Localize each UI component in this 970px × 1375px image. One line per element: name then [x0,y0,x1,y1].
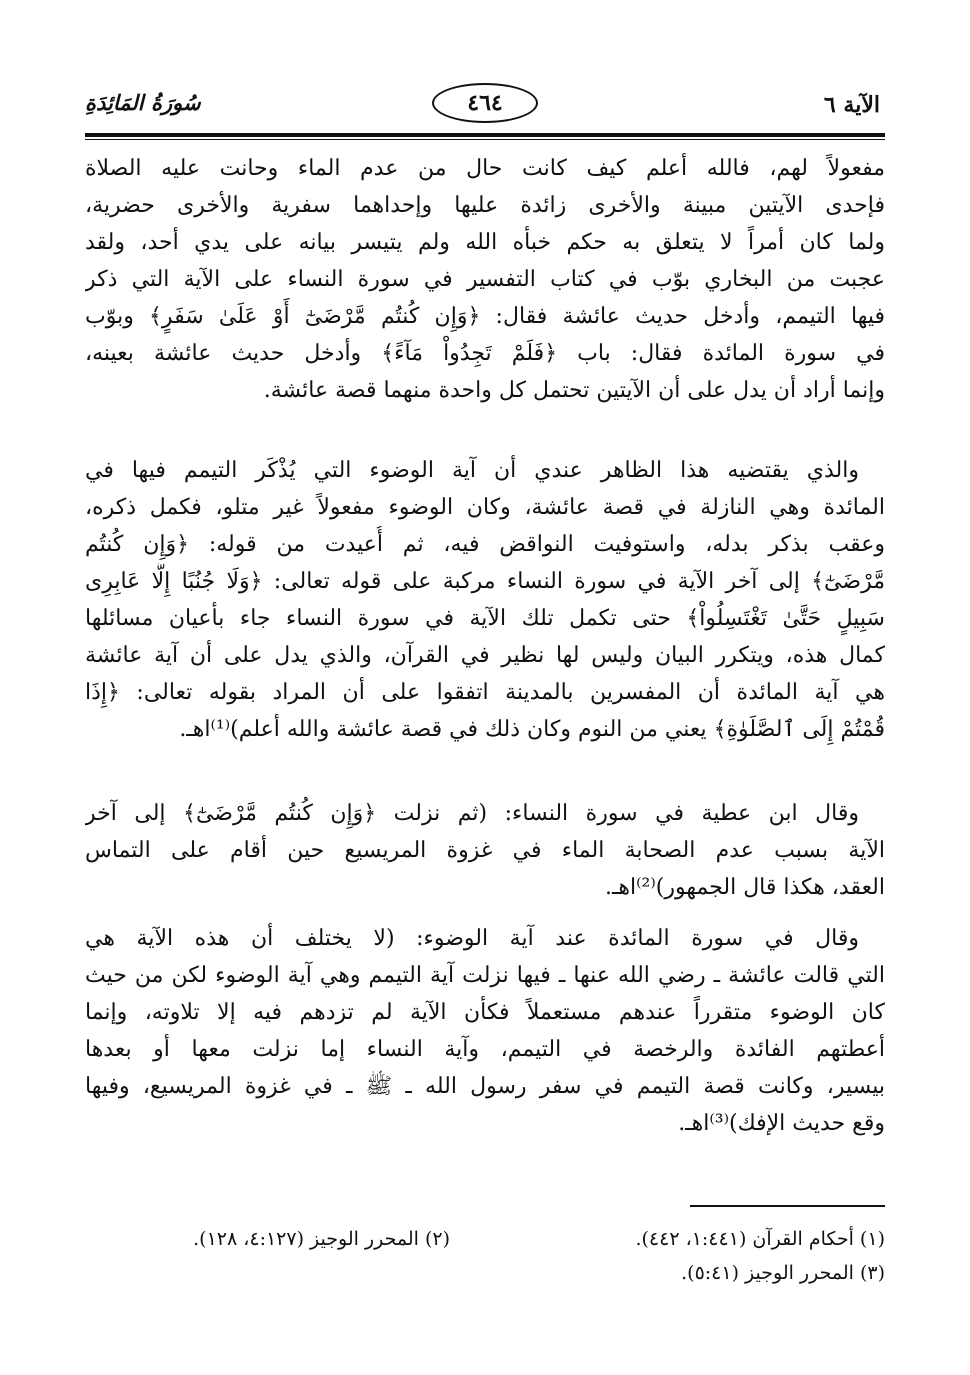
text-line: هي آية المائدة أن المفسرين بالمدينة اتفقوا على أن المراد بقوله تعالى: ﴿إِذَا [85,680,885,705]
running-header-surah: سُورَةُ المَائِدَةِ [85,90,201,115]
text-line: عجبت من البخاري بوّب في كتاب التفسير في سورة النساء على الآية التي ذكر [85,267,885,292]
text-line: في سورة المائدة فقال: باب ﴿فَلَمْ تَجِدُواْ مَآءً﴾ وأدخل حديث عائشة بعينه، [85,341,885,366]
text-line: فإحدى الآيتين مبينة والأخرى زائدة عليها وإحداهما سفرية والأخرى حضرية، [85,193,885,218]
text-line: مَّرْضَىٰٓ﴾ إلى آخر الآية في سورة النساء مركبة على قوله تعالى: ﴿وَلَا جُنُبًا إِلَّا عَابِرِى [85,569,885,594]
text-line: أعطتهم الفائدة والرخصة في التيمم، وآية النساء إما نزلت معها أو بعدها [85,1037,885,1062]
footnote: (٣) المحرر الوجيز (٥:٤١). [681,1262,885,1284]
text-line: وقع حديث الإفك)⁽³⁾اهـ. [678,1111,885,1136]
text-line: التي قالت عائشة ـ رضي الله عنها ـ فيها نزلت آية التيمم وهي آية الوضوء لكن من حيث [85,963,885,988]
page-number: ٤٦٤ [432,83,538,123]
text-line: كمال هذه، ويتكرر البيان وليس لها نظير في القرآن، والذي يدل على أن آية عائشة [85,643,885,668]
paragraph [85,795,885,906]
paragraph [85,150,885,409]
paragraph [85,452,885,748]
text-line: وقال في سورة المائدة عند آية الوضوء: (لا يختلف أن هذه الآية هي [85,926,859,951]
footnote-rule [690,1205,885,1207]
paragraph [85,920,885,1142]
header-rule [85,133,885,137]
running-header-ayah: الآية ٦ [823,92,880,118]
header-rule-thin [85,139,885,140]
text-line: العقد، هكذا قال الجمهور)⁽²⁾اهـ. [604,875,885,900]
text-line: سَبِيلٍ حَتَّىٰ تَغْتَسِلُواْ﴾ حتى تكمل تلك الآية في سورة النساء جاء بأعيان مسائلها [85,606,885,631]
text-line: وقال ابن عطية في سورة النساء: (ثم نزلت ﴿وَإِن كُنتُم مَّرْضَىٰٓ﴾ إلى آخر [85,801,859,826]
text-line: المائدة وهي النازلة في قصة عائشة، وكان الوضوء مفعولاً غير متلو، فكمل ذكره، [85,495,885,520]
text-line: وإنما أراد أن يدل على أن الآيتين تحتمل كل واحدة منهما قصة عائشة. [263,378,885,403]
footnote: (٢) المحرر الوجيز (٤:١٢٧، ١٢٨). [193,1228,450,1250]
footnote: (١) أحكام القرآن (١:٤٤١، ٤٤٢). [635,1228,885,1250]
text-line: فيها التيمم، وأدخل حديث عائشة فقال: ﴿وَإِن كُنتُم مَّرْضَىٰٓ أَوْ عَلَىٰ سَفَرٍ﴾ وبوّب [85,304,885,329]
text-line: قُمْتُمْ إِلَى ٱلصَّلَوٰةِ﴾ يعني من النوم وكان ذلك في قصة عائشة والله أعلم)⁽¹⁾اهـ. [179,717,885,742]
text-line: ولما كان أمراً لا يتعلق به حكم خبأه الله ولم يتيسر بيانه على يدي أحد، ولقد [85,230,885,255]
text-line: وعقب بذكر بدله، واستوفيت النواقض فيه، ثم أُعيدت من قوله: ﴿وَإِن كُنتُم [85,532,885,557]
text-line: بيسير، وكانت قصة التيمم في سفر رسول الله ـ ﷺ ـ في غزوة المريسيع، وفيها [85,1074,885,1099]
text-line: الآية بسبب عدم الصحابة الماء في غزوة المريسيع حين أقام على التماس [85,838,885,863]
text-line: والذي يقتضيه هذا الظاهر عندي أن آية الوضوء التي يُذْكَر التيمم فيها في [85,458,859,483]
text-line: كان الوضوء متقرراً عندهم مستعملاً فكأن الآية لم تزدهم فيه إلا تلاوته، وإنما [85,1000,885,1025]
text-line: مفعولاً لهم، فالله أعلم كيف كانت حال من عدم الماء وحانت عليه الصلاة [85,156,885,181]
